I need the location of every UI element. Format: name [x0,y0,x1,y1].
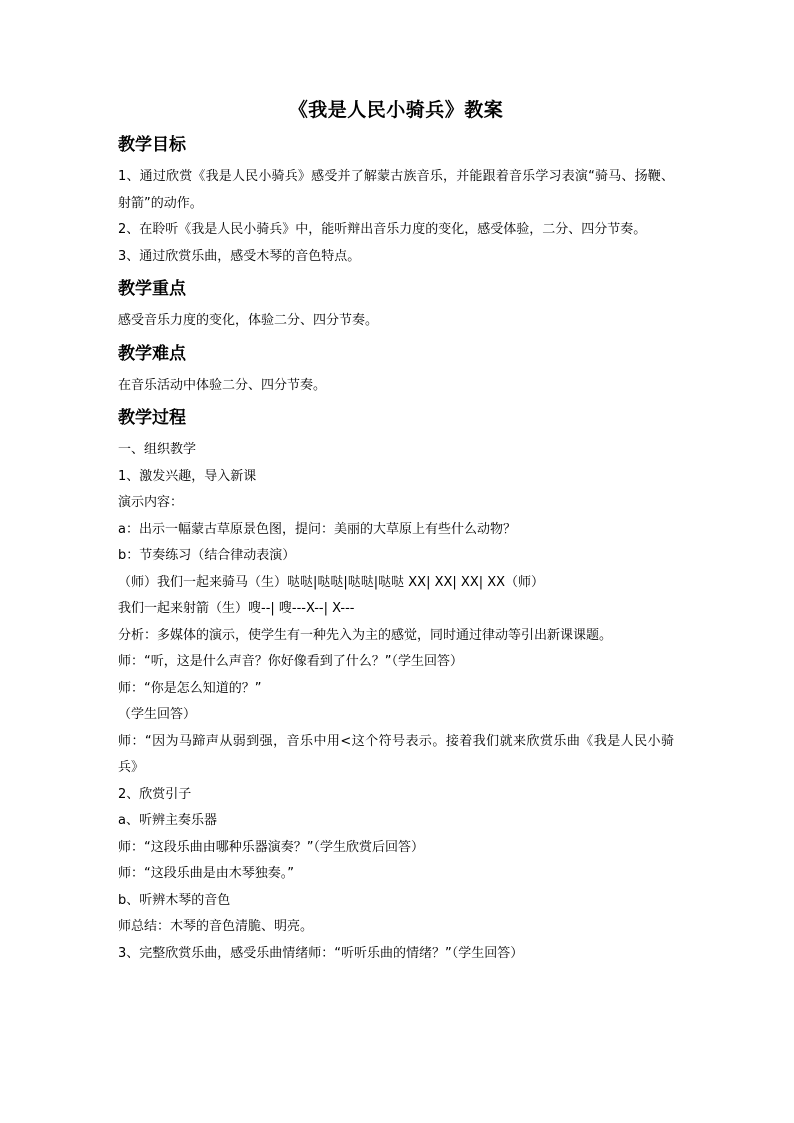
section-heading-key-points: 教学重点 [118,279,186,299]
process-line: a、听辨主奏乐器 [118,813,217,828]
process-line: （学生回答） [118,707,197,722]
process-line: 演示内容： [118,495,184,510]
process-line: 分析：多媒体的演示，使学生有一种先入为主的感觉，同时通过律动等引出新课课题。 [118,627,613,643]
process-line: 师：“因为马蹄声从弱到强，音乐中用<这个符号表示。接着我们就来欣赏乐曲《我是人民小骑兵》 [118,733,674,775]
process-line: 2、欣赏引子 [118,786,192,802]
section-heading-difficulties: 教学难点 [118,343,186,364]
section-heading-goals: 教学目标 [118,135,186,155]
process-line: 师总结：木琴的音色清脆、明亮。 [118,919,314,934]
process-line: a：出示一幅蒙古草原景色图，提问：美丽的大草原上有些什么动物？ [118,521,516,537]
goal-item-1: 1、通过欣赏《我是人民小骑兵》感受并了解蒙古族音乐，并能跟着音乐学习表演“骑马、扬鞭、射箭”的动作。 [118,169,674,211]
process-line: （师）我们一起来骑马（生）哒哒|哒哒|哒哒|哒哒 XX| XX| XX| XX（师） [118,574,545,590]
process-line: 师：“这段乐曲是由木琴独奏。” [118,866,294,881]
difficulties-text: 在音乐活动中体验二分、四分节奏。 [118,377,327,393]
process-line: b、听辨木琴的音色 [118,892,231,908]
process-line: 我们一起来射箭（生）嗖--| 嗖---X--| X--- [118,601,355,616]
process-line: 1、激发兴趣，导入新课 [118,468,257,484]
section-heading-process: 教学过程 [118,408,186,428]
process-line: 一、组织教学 [118,442,197,457]
goal-item-2: 2、在聆听《我是人民小骑兵》中，能听辩出音乐力度的变化，感受体验，二分、四分节奏。 [118,222,647,237]
key-points-text: 感受音乐力度的变化，体验二分、四分节奏。 [118,313,379,328]
process-line: 3、完整欣赏乐曲，感受乐曲情绪师：“听听乐曲的情绪？”（学生回答） [118,945,524,961]
process-line: 师：“你是怎么知道的？” [118,680,262,696]
goal-item-3: 3、通过欣赏乐曲，感受木琴的音色特点。 [118,248,361,264]
process-line: 师：“这段乐曲由哪种乐器演奏？”（学生欣赏后回答） [118,839,424,855]
document-title: 《我是人民小骑兵》教案 [288,99,504,121]
process-line: b：节奏练习（结合律动表演） [118,548,296,563]
process-line: 师：“听，这是什么声音？你好像看到了什么？”（学生回答） [118,654,463,669]
document-body [118,96,674,967]
